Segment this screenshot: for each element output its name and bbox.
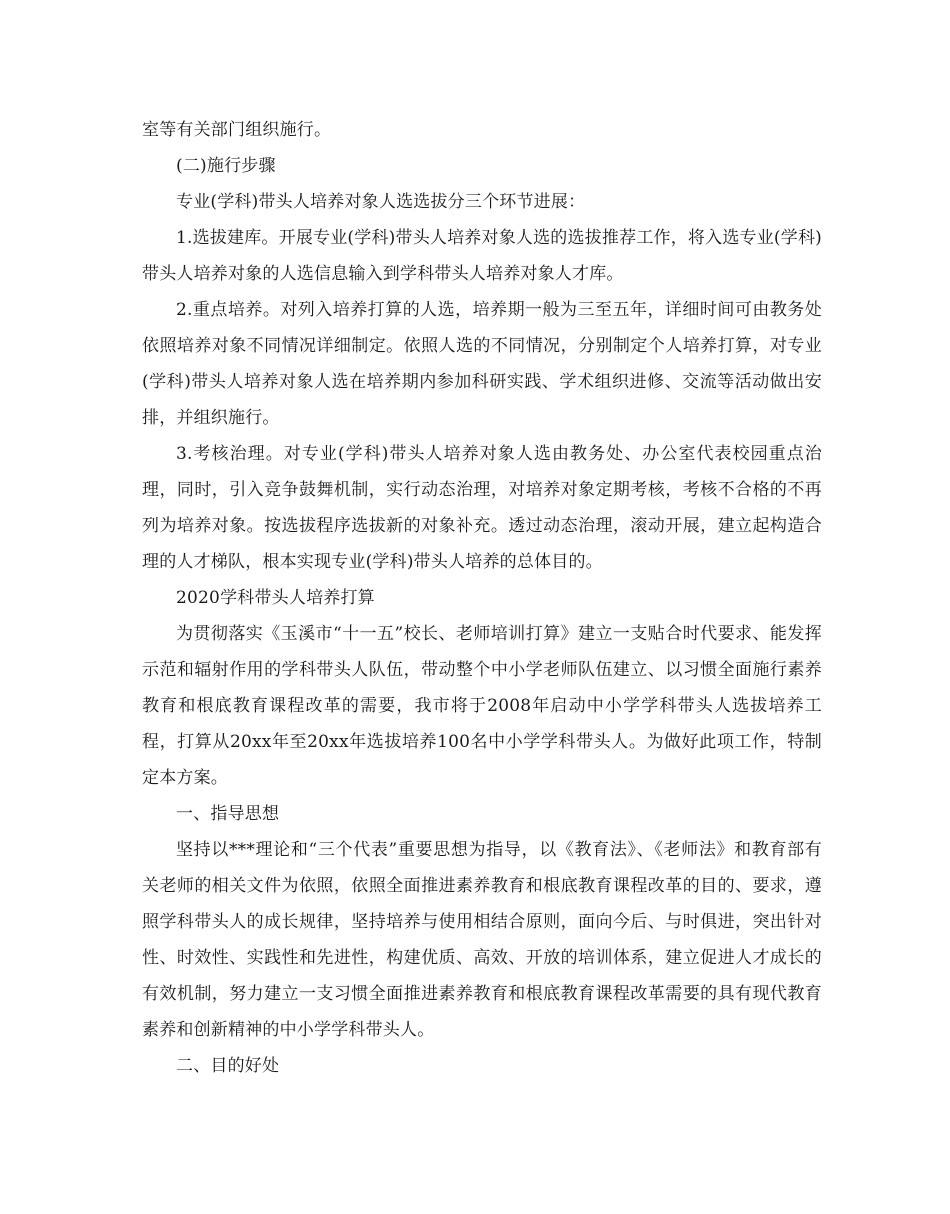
document-page — [142, 112, 822, 1084]
document-title: 2020学科带头人培养打算 — [176, 588, 375, 608]
section-heading-purpose: 二、目的好处 — [176, 1056, 280, 1076]
section-heading-steps: (二)施行步骤 — [176, 156, 276, 176]
paragraph-step-2: 2.重点培养。对列入培养打算的人选，培养期一般为三至五年，详细时间可由教务处依照培养对象不同情况详细制定。依照人选的不同情况，分别制定个人培养打算，对专业(学科)带头人培养对象人选在培养期内参加科研实践、学术组织进修、交流等活动做出安排，并组织施行。 — [142, 300, 822, 428]
paragraph-preface: 为贯彻落实《玉溪市“十一五”校长、老师培训打算》建立一支贴合时代要求、能发挥示范和辐射作用的学科带头人队伍，带动整个中小学老师队伍建立、以习惯全面施行素养教育和根底教育课程改革的需要，我市将于2008年启动中小学学科带头人选拔培养工程，打算从20xx年至20xx年选拔培养100名中小学学科带头人。为做好此项工作，特制定本方案。 — [142, 624, 822, 788]
paragraph-guiding-ideology: 坚持以***理论和“三个代表”重要思想为指导，以《教育法》、《老师法》和教育部有关老师的相关文件为依照，依照全面推进素养教育和根底教育课程改革的目的、要求，遵照学科带头人的成长规律，坚持培养与使用相结合原则，面向今后、与时俱进，突出针对性、时效性、实践性和先进性，构建优质、高效、开放的培训体系，建立促进人才成长的有效机制，努力建立一支习惯全面推进素养教育和根底教育课程改革需要的具有现代教育素养和创新精神的中小学学科带头人。 — [142, 840, 822, 1040]
paragraph-step-1: 1.选拔建库。开展专业(学科)带头人培养对象人选的选拔推荐工作，将入选专业(学科)带头人培养对象的人选信息输入到学科带头人培养对象人才库。 — [142, 228, 822, 284]
paragraph-intro: 专业(学科)带头人培养对象人选选拔分三个环节进展： — [176, 192, 586, 212]
paragraph-step-3: 3.考核治理。对专业(学科)带头人培养对象人选由教务处、办公室代表校园重点治理，同时，引入竞争鼓舞机制，实行动态治理，对培养对象定期考核，考核不合格的不再列为培养对象。按选拔程序选拔新的对象补充。透过动态治理，滚动开展，建立起构造合理的人才梯队，根本实现专业(学科)带头人培养的总体目的。 — [142, 444, 822, 572]
paragraph-continuation: 室等有关部门组织施行。 — [142, 120, 332, 140]
section-heading-guiding-ideology: 一、指导思想 — [176, 804, 280, 824]
